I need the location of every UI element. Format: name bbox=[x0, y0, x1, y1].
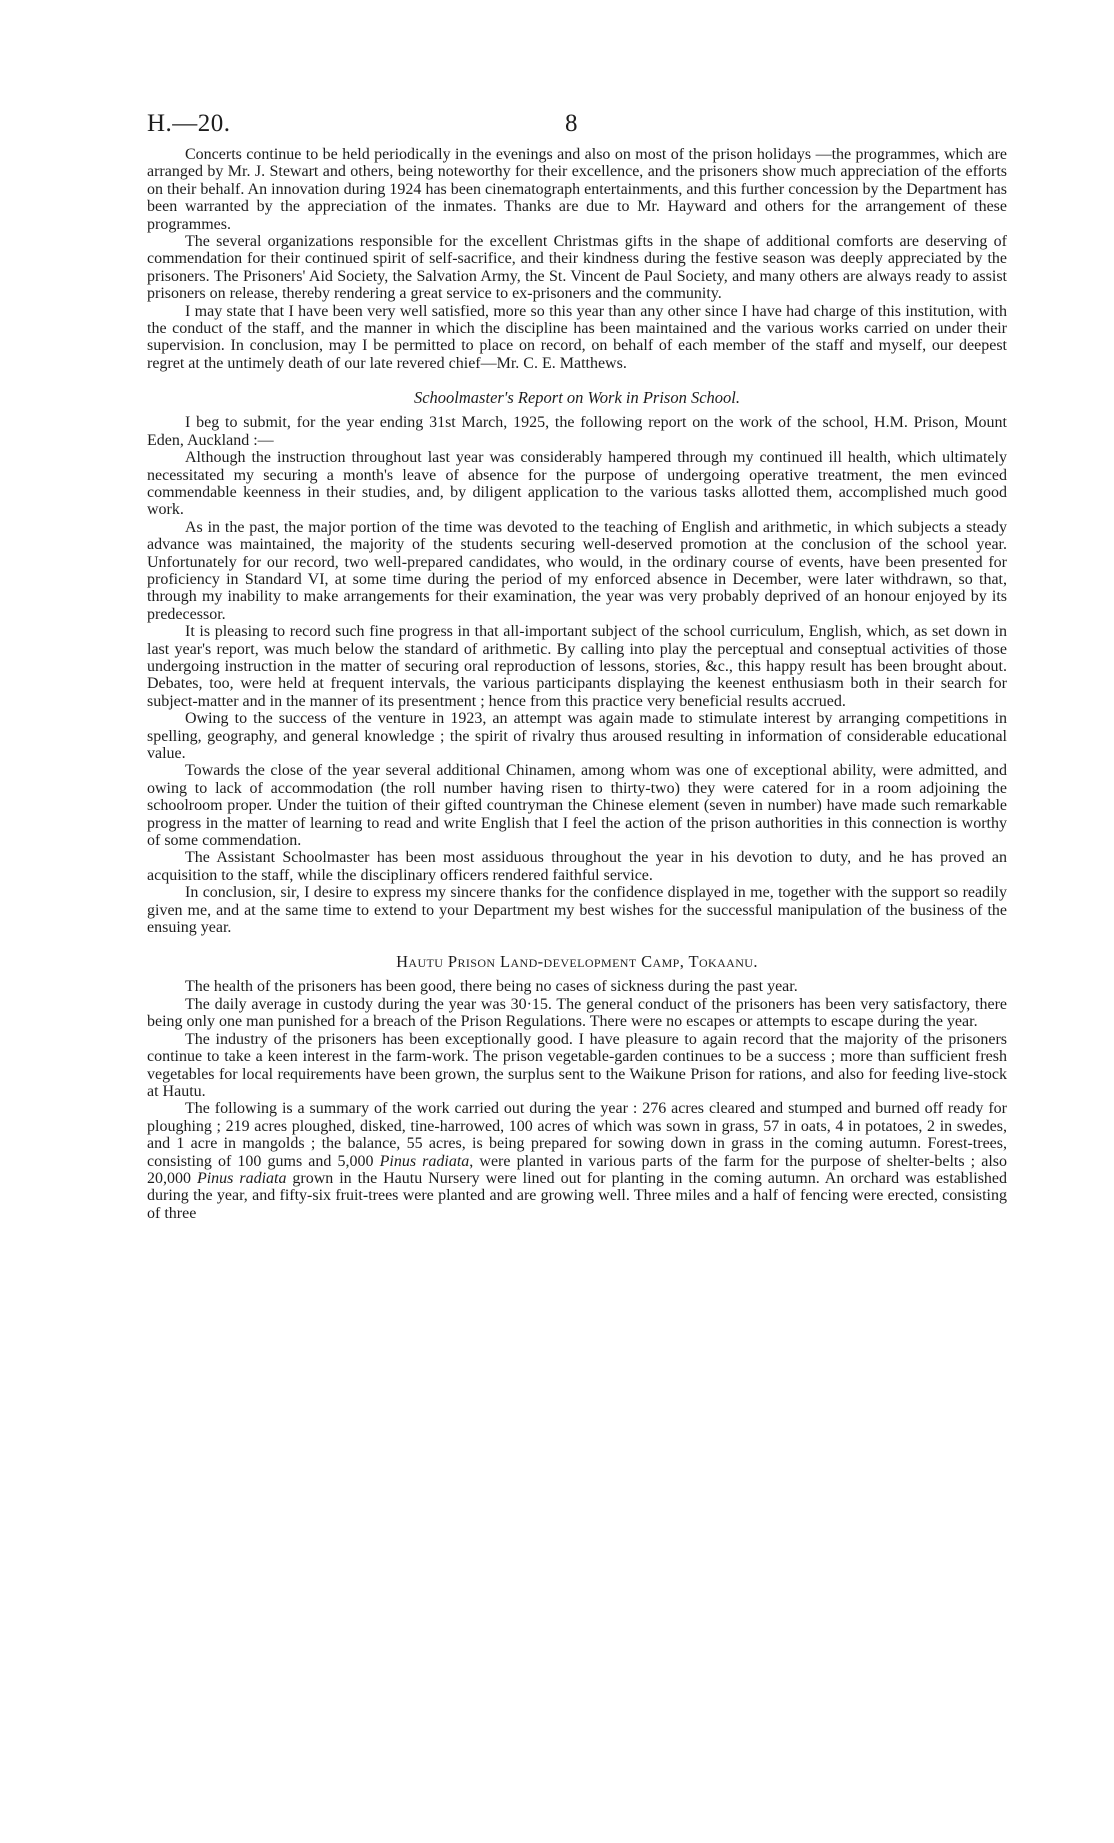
section-heading: Schoolmaster's Report on Work in Prison School. bbox=[413, 388, 741, 408]
summary-text: The following is a summary of the work carried out during the year : 276 acres cleared and stumped and burned off ready for ploughing ; 219 acres ploughed, disked, tine-harrowed, 100 acres of which was sown in grass, 57 in oats, 4 in potatoes, 2 in swedes, and 1 acre in mangolds ; the balance, 55 acres, is being prepared for sowing down in grass in the coming autumn. Forest-trees, consisting of 100 gums and 5,000 bbox=[147, 1100, 1007, 1170]
paragraph: I beg to submit, for the year ending 31st March, 1925, the following report on the work of the school, H.M. Prison, Mount Eden, Auckland :— bbox=[147, 414, 1007, 449]
species-name: Pinus radiata bbox=[379, 1152, 470, 1170]
document-reference: H.—20. bbox=[147, 110, 231, 137]
paragraph: The health of the prisoners has been good, there being no cases of sickness during the past year. bbox=[185, 978, 798, 996]
section-heading: Hautu Prison Land-development Camp, Tokaanu. bbox=[396, 952, 758, 972]
hautu-camp-section bbox=[147, 953, 1007, 1222]
paragraph: As in the past, the major portion of the time was devoted to the teaching of English and arithmetic, in which subjects a steady advance was maintained, the majority of the students securing well-deserved promotion at the conclusion of the school year. Unfortunately for our record, two well-prepared candidates, who would, in the ordinary course of events, have been presented for proficiency in Standard VI, at some time during the period of my enforced absence in December, were later withdrawn, so that, through my inability to make arrangements for their examination, the year was very probably deprived of an honour enjoyed by its predecessor. bbox=[147, 518, 1007, 623]
paragraph: Although the instruction throughout last year was considerably hampered through my continued ill health, which ultimately necessitated my securing a month's leave of absence for the purpose of undergoing operative treatment, the men evinced commendable keenness in their studies, and, by diligent application to the various tasks allotted them, accomplished much good work. bbox=[147, 449, 1007, 519]
page-number: 8 bbox=[565, 110, 578, 137]
paragraph: The Assistant Schoolmaster has been most assiduous throughout the year in his devotion to duty, and he has proved an acquisition to the staff, while the disciplinary officers rendered faithful service. bbox=[147, 849, 1007, 884]
summary-text: , were planted in various parts of the farm for the purpose of shelter-belts ; also 20,000 bbox=[147, 1152, 1008, 1187]
paragraph: Concerts continue to be held periodically in the evenings and also on most of the prison holidays —the programmes, which are arranged by Mr. J. Stewart and others, being noteworthy for their excellence, and the prisoners show much appreciation of the efforts on their behalf. An innovation during 1924 has been cinematograph entertainments, and this further concession by the Department has been warranted by the appreciation of the inmates. Thanks are due to Mr. Hayward and others for the arrangement of these programmes. bbox=[147, 146, 1007, 233]
summary-text: grown in the Hautu Nursery were lined out for planting in the coming autumn. An orchard was established during the year, and fifty-six fruit-trees were planted and are growing well. Three miles and a half of fencing were erected, consisting of three bbox=[147, 1169, 1008, 1222]
paragraph: The several organizations responsible for the excellent Christmas gifts in the shape of additional comforts are deserving of commendation for their continued spirit of self-sacrifice, and their kindness during the festive season was deeply appreciated by the prisoners. The Prisoners' Aid Society, the Salvation Army, the St. Vincent de Paul Society, and many others are always ready to assist prisoners on release, thereby rendering a great service to ex-prisoners and the community. bbox=[147, 233, 1007, 303]
paragraph: The daily average in custody during the year was 30·15. The general conduct of the prisoners has been very satisfactory, there being only one man punished for a breach of the Prison Regulations. There were no escapes or attempts to escape during the year. bbox=[147, 995, 1007, 1031]
paragraph: The industry of the prisoners has been exceptionally good. I have pleasure to again record that the majority of the prisoners continue to take a keen interest in the farm-work. The prison vegetable-garden continues to be a success ; more than sufficient fresh vegetables for local requirements have been grown, the surplus sent to the Waikune Prison for rations, and also for feeding live-stock at Hautu. bbox=[147, 1030, 1007, 1100]
page-header bbox=[147, 110, 1007, 146]
paragraph: It is pleasing to record such fine progress in that all-important subject of the school curriculum, English, which, as set down in last year's report, was much below the standard of arithmetic. By calling into play the perceptual and conseptual activities of those undergoing instruction in the matter of securing oral reproduction of lessons, stories, &c., this happy result has been brought about. Debates, too, were held at frequent intervals, the various participants displaying the keenest enthusiasm both in their search for subject-matter and in the manner of its presentment ; hence from this practice very beneficial results accrued. bbox=[147, 623, 1007, 710]
paragraph: Towards the close of the year several additional Chinamen, among whom was one of exceptional ability, were admitted, and owing to lack of accommodation (the roll number having risen to thirty-two) they were catered for in a room adjoining the schoolroom proper. Under the tuition of their gifted countryman the Chinese element (seven in number) have made such remarkable progress in the matter of learning to read and write English that I feel the action of the prison authorities in this connection is worthy of some commendation. bbox=[147, 762, 1007, 850]
work-summary-paragraph bbox=[147, 1100, 1007, 1222]
schoolmaster-report-section bbox=[147, 389, 1007, 936]
paragraph: Owing to the success of the venture in 1923, an attempt was again made to stimulate interest by arranging competitions in spelling, geography, and general knowledge ; the spirit of rivalry thus aroused resulting in information of considerable educational value. bbox=[147, 710, 1007, 762]
paragraph: In conclusion, sir, I desire to express my sincere thanks for the confidence displayed in me, together with the support so readily given me, and at the same time to extend to your Department my best wishes for the successful manipulation of the business of the ensuing year. bbox=[147, 884, 1007, 937]
paragraph: I may state that I have been very well satisfied, more so this year than any other since I have had charge of this institution, with the conduct of the staff, and the manner in which the discipline has been maintained and the various works carried on under their supervision. In conclusion, may I be permitted to place on record, on behalf of each member of the staff and myself, our deepest regret at the untimely death of our late revered chief—Mr. C. E. Matthews. bbox=[147, 302, 1007, 372]
document-page bbox=[147, 110, 1007, 1222]
report-continuation bbox=[147, 146, 1007, 372]
species-name: Pinus radiata bbox=[196, 1169, 287, 1187]
